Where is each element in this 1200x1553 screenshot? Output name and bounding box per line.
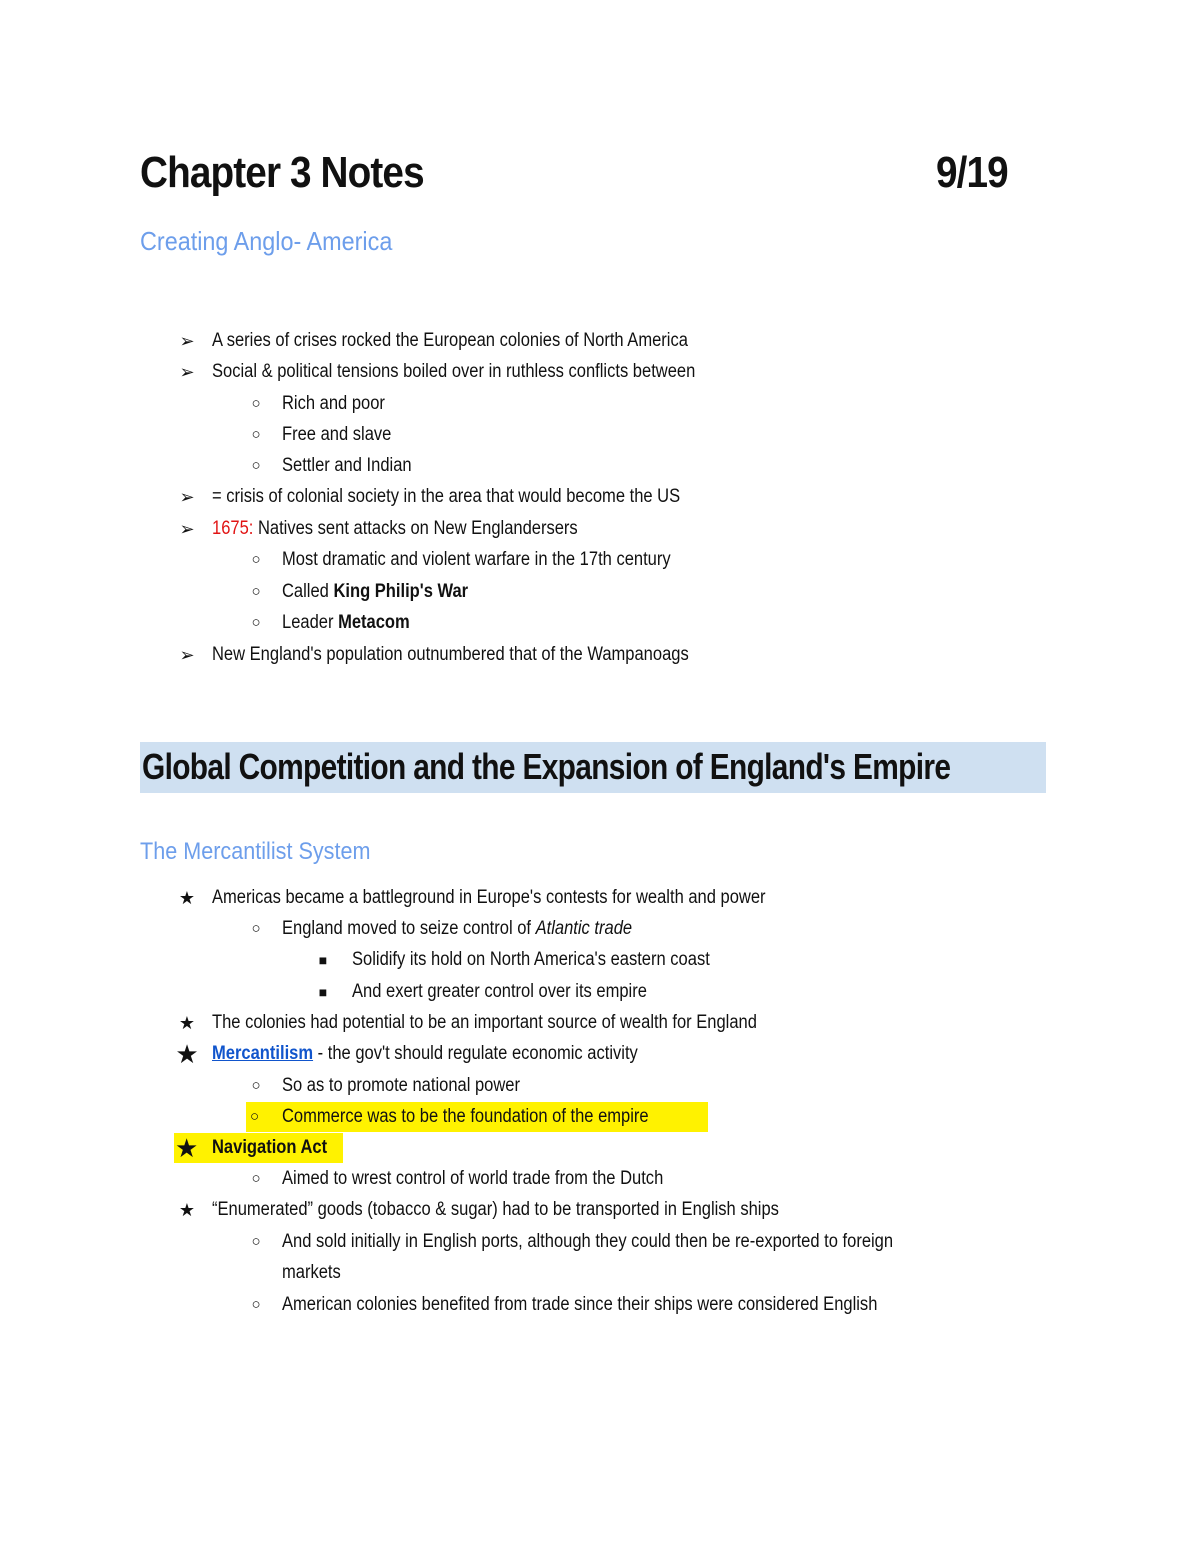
- list-item-text: Aimed to wrest control of world trade from the Dutch: [282, 1168, 664, 1189]
- circle-bullet-icon: ○: [251, 395, 261, 412]
- circle-bullet-icon: ○: [246, 1102, 708, 1132]
- arrow-bullet-icon: ➢: [179, 519, 195, 539]
- mercantilism-link[interactable]: Mercantilism: [212, 1043, 314, 1064]
- circle-bullet-icon: ○: [251, 583, 261, 600]
- list-item-text: And exert greater control over its empire: [352, 981, 647, 1002]
- circle-bullet-icon: ○: [251, 426, 261, 443]
- circle-bullet-icon: ○: [251, 920, 261, 937]
- list-item-text: Solidify its hold on North America's eastern coast: [352, 949, 710, 970]
- list-item-text: England moved to seize control of: [282, 918, 536, 939]
- list-item-text: markets: [282, 1262, 341, 1283]
- list-item-text: Free and slave: [282, 424, 392, 445]
- arrow-bullet-icon: ➢: [179, 362, 195, 382]
- page-title: Chapter 3 Notes: [140, 148, 424, 197]
- circle-bullet-icon: ○: [251, 1233, 261, 1250]
- section-heading-creating-anglo-america: Creating Anglo- America: [140, 226, 393, 256]
- square-bullet-icon: ■: [318, 984, 328, 1000]
- page-date: 9/19: [936, 148, 1008, 197]
- star-bullet-icon: ★: [174, 1133, 343, 1163]
- section-heading-text: Global Competition and the Expansion of England's Empire: [142, 746, 951, 787]
- list-item-text: Settler and Indian: [282, 455, 412, 476]
- arrow-bullet-icon: ➢: [179, 645, 195, 665]
- list-item-text: Rich and poor: [282, 393, 385, 414]
- list-item-text: Most dramatic and violent warfare in the 17th century: [282, 549, 671, 570]
- circle-bullet-icon: ○: [251, 614, 261, 631]
- list-item-text: “Enumerated” goods (tobacco & sugar) had to be transported in English ships: [212, 1199, 779, 1220]
- list-item-text: And sold initially in English ports, although they could then be re-exported to foreign: [282, 1231, 894, 1252]
- arrow-bullet-icon: ➢: [179, 487, 195, 507]
- circle-bullet-icon: ○: [251, 1077, 261, 1094]
- key-term: Navigation Act: [212, 1137, 328, 1158]
- list-item-text: Americas became a battleground in Europe's contests for wealth and power: [212, 887, 766, 908]
- key-term: Metacom: [338, 612, 410, 633]
- list-item-text: A series of crises rocked the European colonies of North America: [212, 330, 688, 351]
- list-item-text: Natives sent attacks on New Englandersers: [253, 518, 578, 539]
- list-item-text: - the gov't should regulate economic activity: [313, 1043, 638, 1064]
- star-bullet-icon: ★: [175, 1039, 199, 1069]
- list-item-text: The colonies had potential to be an important source of wealth for England: [212, 1012, 757, 1033]
- star-bullet-icon: ★: [178, 1013, 196, 1033]
- subheading-mercantilist-system: The Mercantilist System: [140, 838, 371, 865]
- list-item-text: = crisis of colonial society in the area that would become the US: [212, 486, 681, 507]
- circle-bullet-icon: ○: [251, 1296, 261, 1313]
- list-item-text: New England's population outnumbered that of the Wampanoags: [212, 644, 689, 665]
- circle-bullet-icon: ○: [251, 457, 261, 474]
- highlighted-list-item-text: Commerce was to be the foundation of the empire: [282, 1106, 649, 1127]
- list-item-text: Social & political tensions boiled over in ruthless conflicts between: [212, 361, 696, 382]
- list-item-text: Called: [282, 581, 334, 602]
- list-item-text: So as to promote national power: [282, 1075, 520, 1096]
- key-term: King Philip's War: [333, 581, 469, 602]
- circle-bullet-icon: ○: [251, 1170, 261, 1187]
- star-bullet-icon: ★: [178, 1200, 196, 1220]
- list-item-text: American colonies benefited from trade since their ships were considered English: [282, 1294, 878, 1315]
- section-heading-global-competition: [140, 742, 1046, 793]
- list-item-text: Leader: [282, 612, 339, 633]
- arrow-bullet-icon: ➢: [179, 331, 195, 351]
- year-text: 1675:: [212, 518, 254, 539]
- star-bullet-icon: ★: [178, 888, 196, 908]
- emphasis-text: Atlantic trade: [535, 918, 633, 939]
- circle-bullet-icon: ○: [251, 551, 261, 568]
- square-bullet-icon: ■: [318, 952, 328, 968]
